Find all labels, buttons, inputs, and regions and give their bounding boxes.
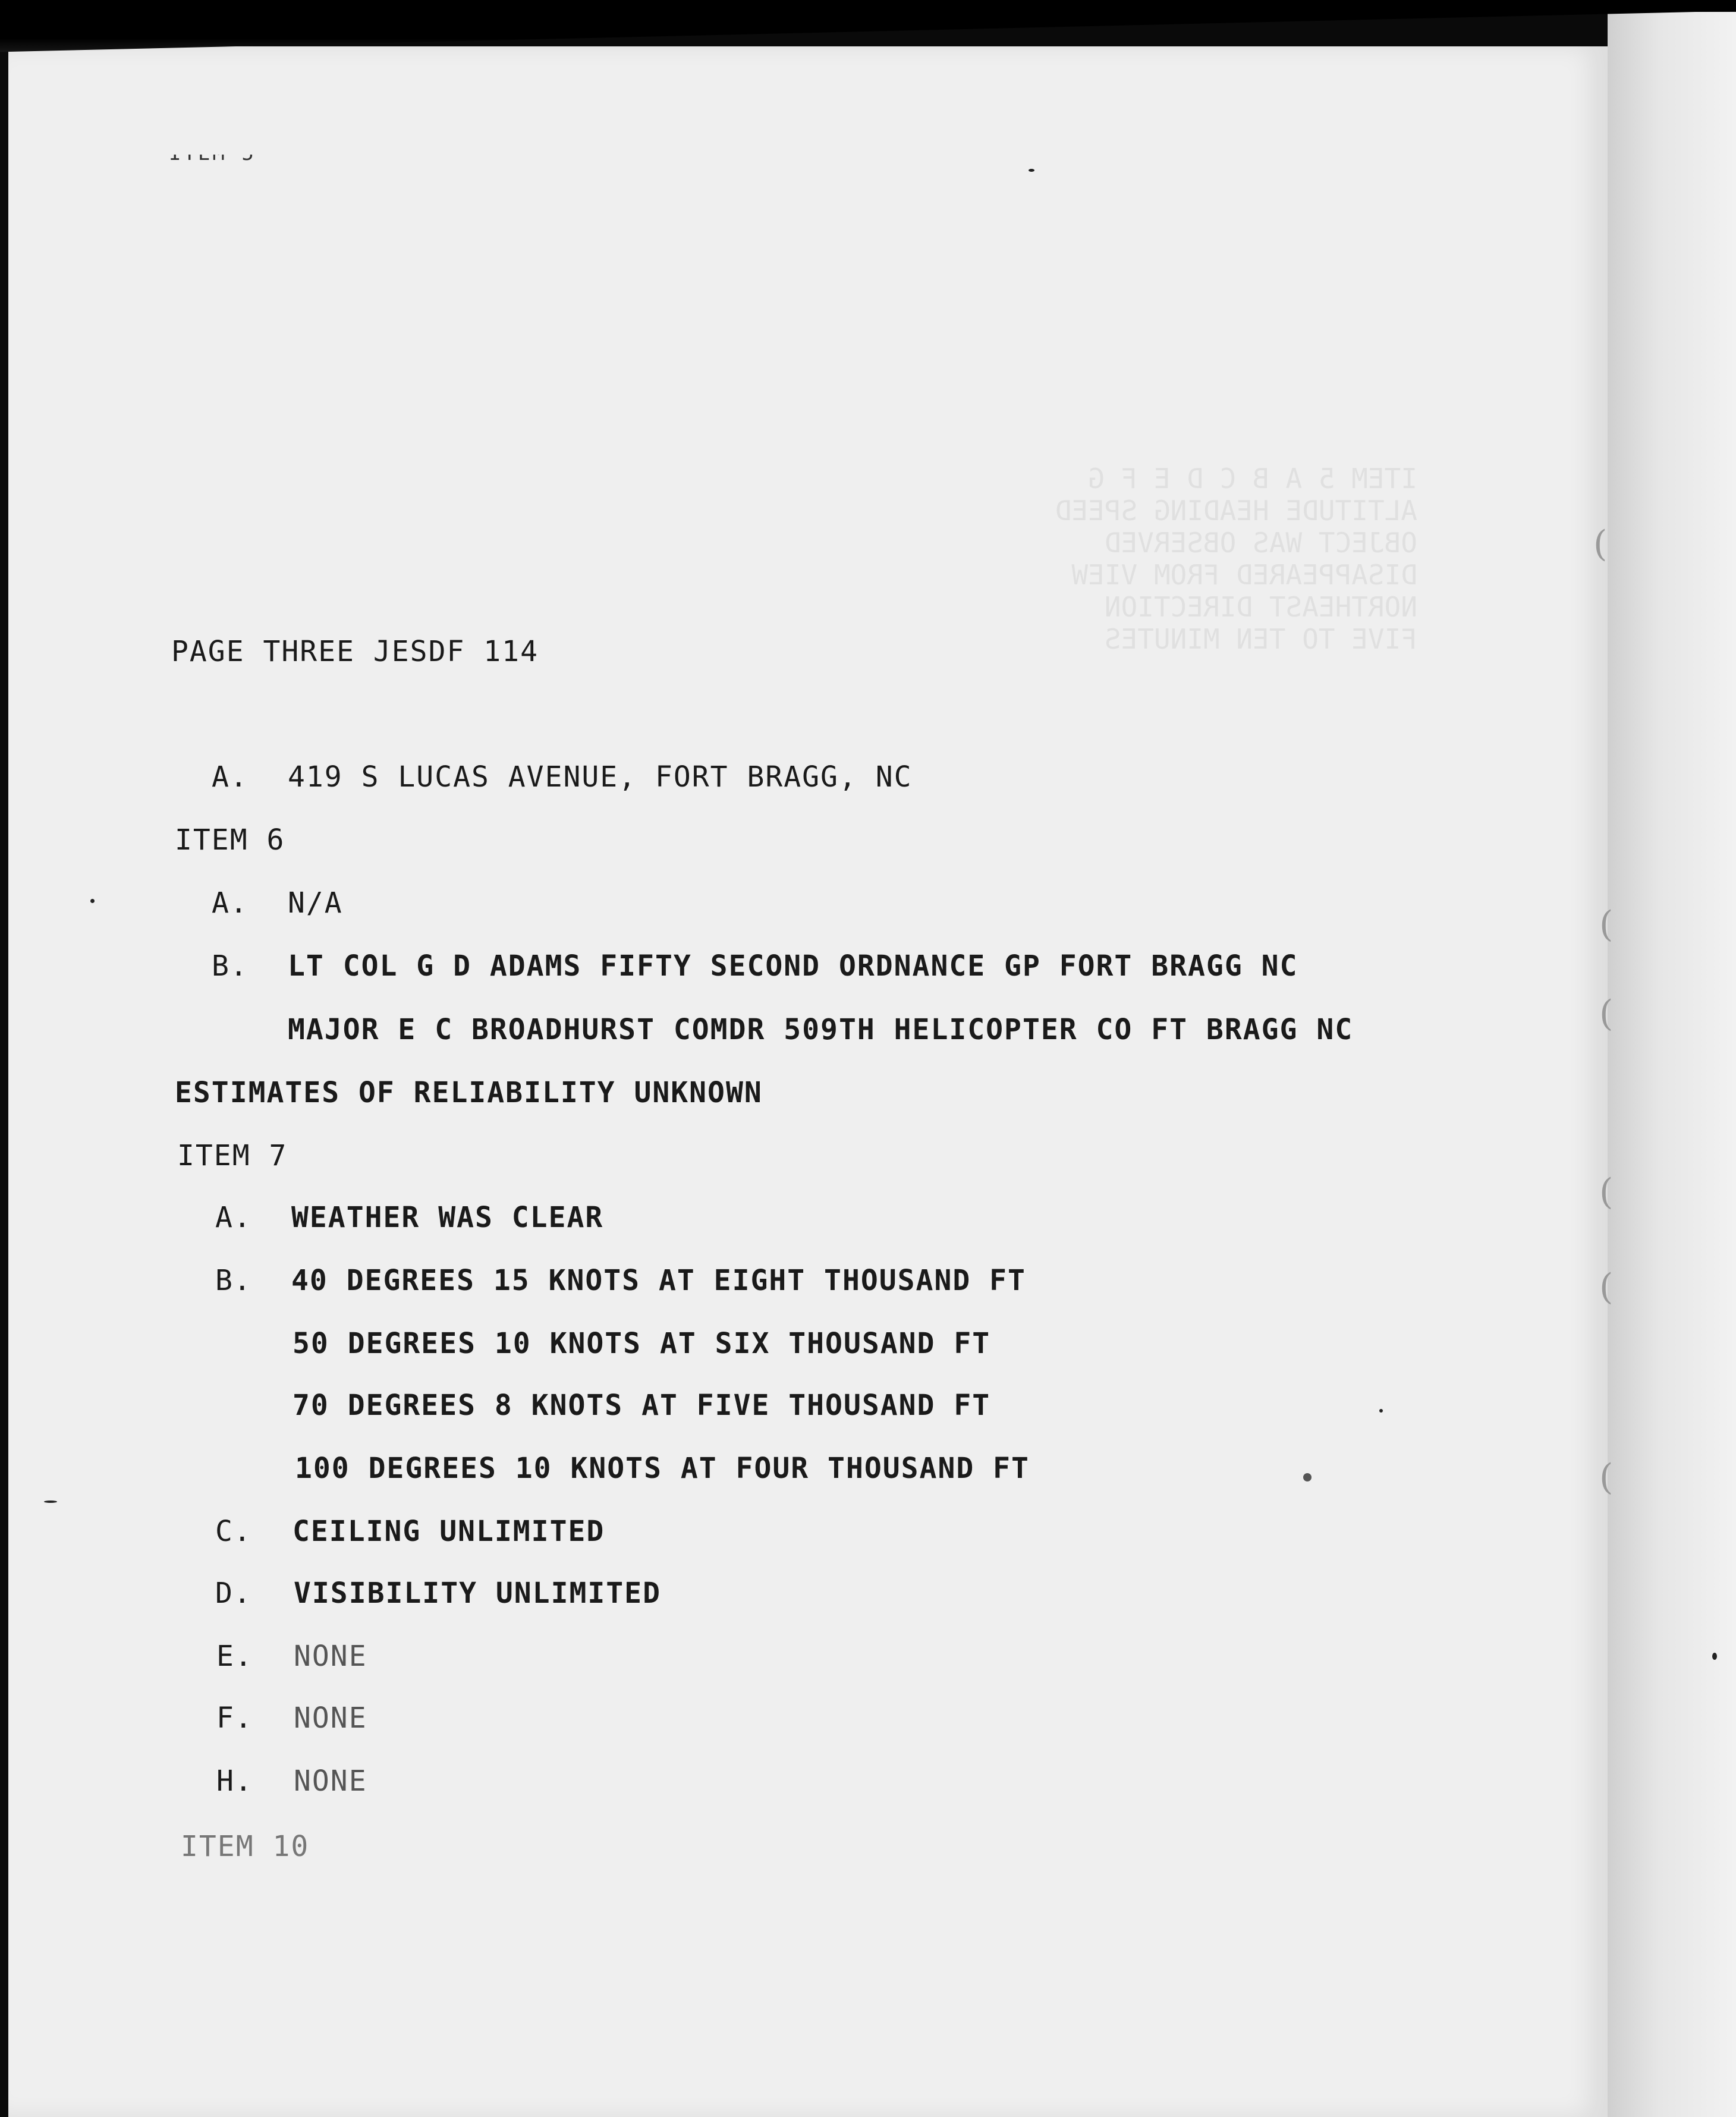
witness-1-line: LT COL G D ADAMS FIFTY SECOND ORDNANCE GP FORT BRAGG NC [288, 949, 1298, 983]
margin-mark: ( [1599, 1457, 1614, 1498]
scan-speck [90, 899, 95, 903]
margin-mark: ( [1599, 1171, 1614, 1213]
line-label-a: A. [212, 760, 249, 794]
scan-speck [44, 1501, 57, 1503]
wind-line-2: 50 DEGREES 10 KNOTS AT SIX THOUSAND FT [293, 1327, 991, 1360]
visibility-line: VISIBILITY UNLIMITED [294, 1577, 661, 1610]
address-line: 419 S LUCAS AVENUE, FORT BRAGG, NC [288, 760, 913, 794]
wind-line-3: 70 DEGREES 8 KNOTS AT FIVE THOUSAND FT [293, 1389, 991, 1422]
wind-line-1: 40 DEGREES 15 KNOTS AT EIGHT THOUSAND FT [291, 1264, 1026, 1297]
reliability-line: ESTIMATES OF RELIABILITY UNKNOWN [175, 1076, 763, 1109]
item-6-a-text: N/A [288, 886, 343, 920]
line-label-e: E. [216, 1640, 253, 1673]
scan-speck [1303, 1473, 1312, 1481]
margin-mark: ( [1599, 993, 1614, 1034]
scan-speck [1712, 1653, 1717, 1660]
item-e-text: NONE [294, 1640, 367, 1673]
ceiling-line: CEILING UNLIMITED [293, 1515, 605, 1548]
line-label-c: C. [215, 1515, 252, 1548]
line-label-f: F. [216, 1701, 253, 1735]
item-f-text: NONE [294, 1701, 367, 1735]
weather-line: WEATHER WAS CLEAR [291, 1201, 604, 1234]
line-label-d: D. [215, 1577, 252, 1610]
item-10-heading: ITEM 10 [181, 1830, 310, 1863]
item-h-text: NONE [294, 1764, 367, 1798]
scan-speck [1379, 1409, 1383, 1413]
page-heading: PAGE THREE JESDF 114 [171, 635, 539, 668]
line-label-h: H. [216, 1764, 253, 1798]
bleed-through-text: ITEM 5 A B C D E F G ALTITUDE HEADING SPEED OBJECT WAS OBSERVED DISAPPEARED FROM VIEW NORTHEAST DIRECTION FIVE TO TEN MINUTES [1055, 463, 1417, 655]
margin-mark: ( [1599, 904, 1614, 945]
line-label-a: A. [215, 1201, 252, 1234]
scan-speck [1029, 169, 1034, 172]
margin-mark: ( [1593, 523, 1608, 565]
margin-mark: ( [1599, 1266, 1614, 1308]
page-edge-strip [1608, 12, 1736, 2117]
line-label-b: B. [215, 1264, 252, 1297]
witness-2-line: MAJOR E C BROADHURST COMDR 509TH HELICOPTER CO FT BRAGG NC [288, 1013, 1354, 1046]
item-6-heading: ITEM 6 [175, 823, 285, 857]
item-7-heading: ITEM 7 [177, 1139, 288, 1172]
wind-line-4: 100 DEGREES 10 KNOTS AT FOUR THOUSAND FT [295, 1452, 1030, 1485]
line-label-a: A. [212, 886, 249, 920]
line-label-b: B. [212, 949, 249, 983]
